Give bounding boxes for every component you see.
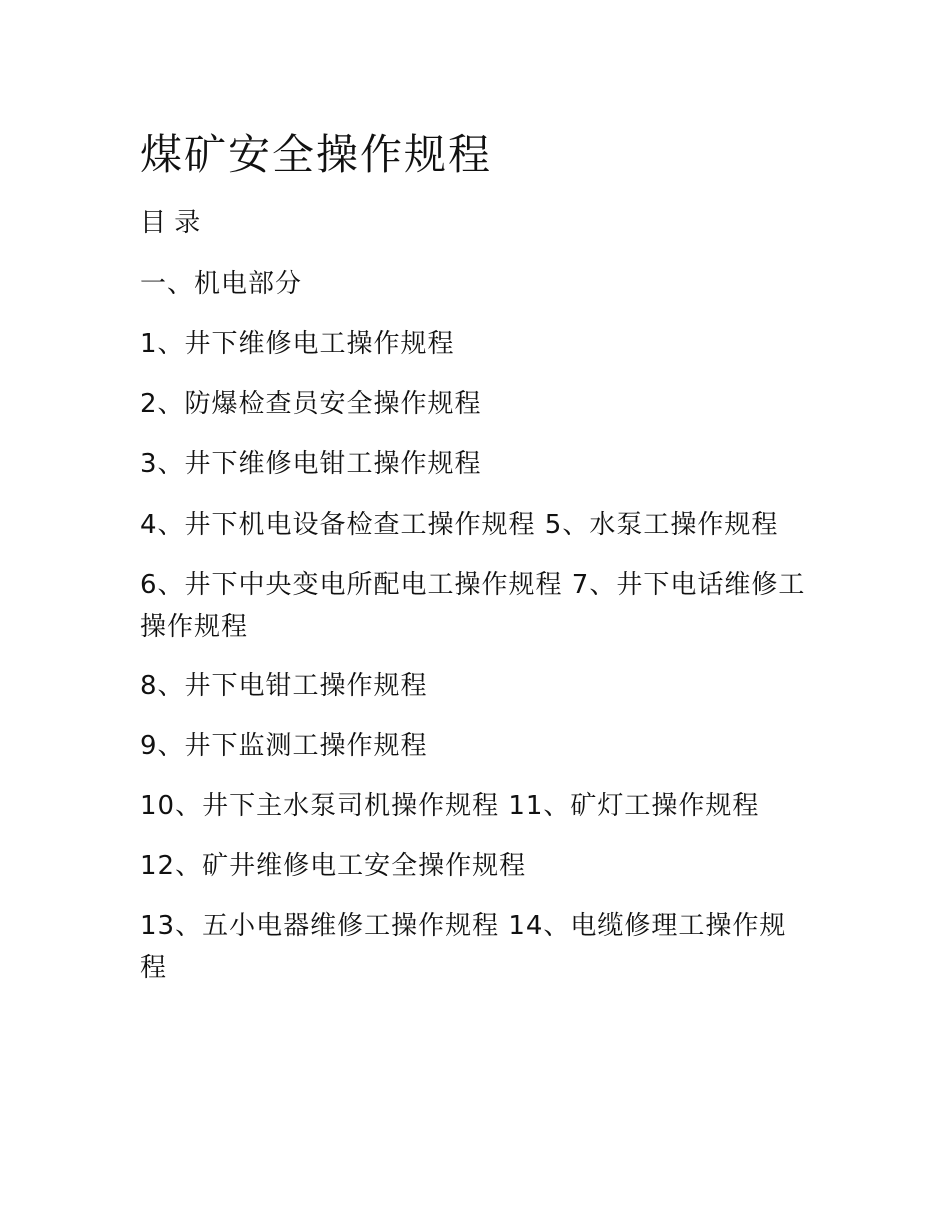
toc-item: 1、井下维修电工操作规程 [140,329,455,359]
toc-heading: 目 录 [140,208,201,238]
toc-item: 4、井下机电设备检查工操作规程 5、水泵工操作规程 [140,510,779,540]
toc-item: 12、矿井维修电工安全操作规程 [140,851,527,881]
toc-section-heading: 一、机电部分 [140,269,303,299]
document-title: 煤矿安全操作规程 [140,130,493,179]
toc-item: 3、井下维修电钳工操作规程 [140,449,482,479]
toc-item: 10、井下主水泵司机操作规程 11、矿灯工操作规程 [140,791,760,821]
toc-item: 13、五小电器维修工操作规程 14、电缆修理工操作规程 [140,911,787,983]
toc-item: 8、井下电钳工操作规程 [140,671,428,701]
toc-item: 2、防爆检查员安全操作规程 [140,389,482,419]
toc-item: 9、井下监测工操作规程 [140,731,428,761]
toc-item: 6、井下中央变电所配电工操作规程 7、井下电话维修工操作规程 [140,570,806,642]
